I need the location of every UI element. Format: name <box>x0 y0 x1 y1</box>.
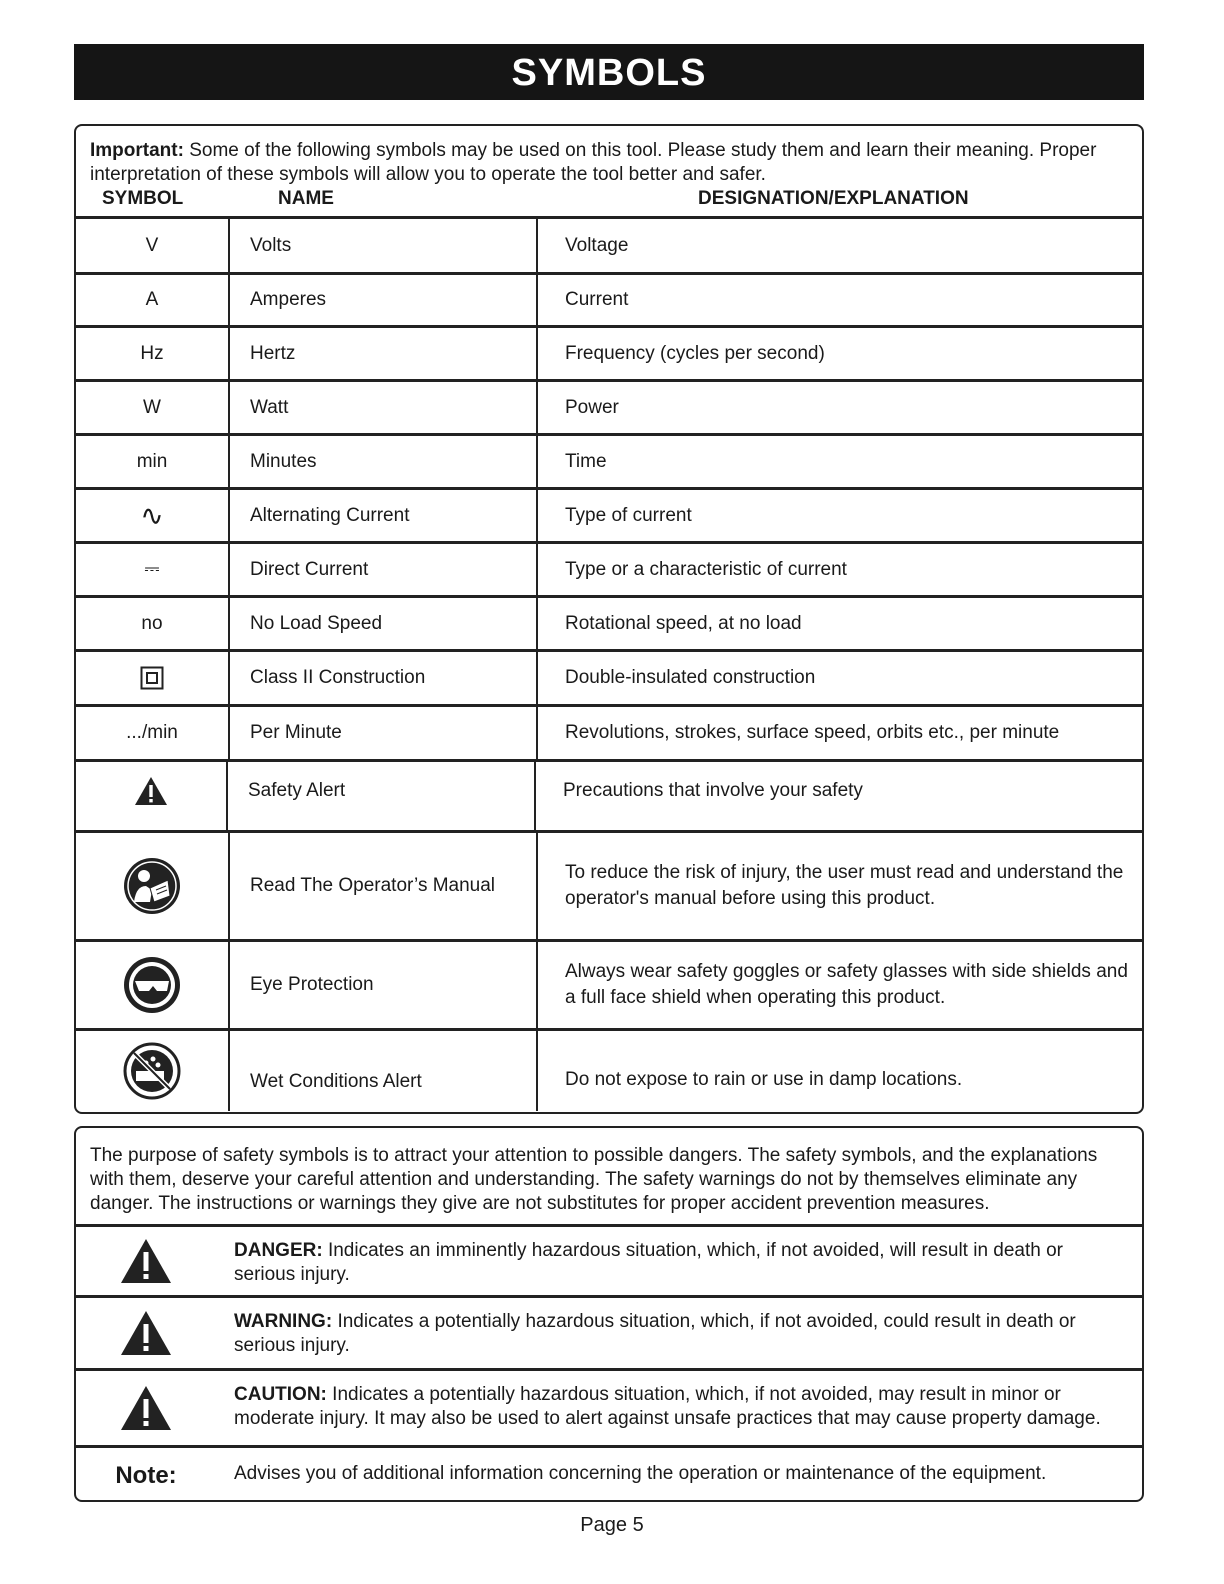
header-designation: DESIGNATION/EXPLANATION <box>698 188 969 209</box>
page-number: Page 5 <box>580 1514 644 1536</box>
note-label: Note: <box>115 1461 177 1489</box>
read-manual-icon <box>122 856 182 916</box>
header-symbol: SYMBOL <box>102 188 184 209</box>
danger-body: Indicates an imminently hazardous situation, which, if not avoided, will result in death or serious injury. <box>234 1240 1064 1285</box>
symbol-cell: no <box>76 598 230 649</box>
alternating-current-icon: ∿ <box>76 490 230 541</box>
symbol-cell: A <box>76 275 230 325</box>
class-ii-icon <box>140 666 164 690</box>
explanation-cell: Type or a characteristic of current <box>565 558 847 580</box>
symbols-table <box>76 216 1142 1111</box>
explanation-cell: Rotational speed, at no load <box>565 612 802 634</box>
table-row <box>76 942 1142 1031</box>
symbol-cell: V <box>76 219 230 272</box>
explanation-cell: Frequency (cycles per second) <box>565 342 825 364</box>
name-cell: Amperes <box>230 275 538 325</box>
symbol-cell <box>76 1031 230 1111</box>
table-row <box>76 833 1142 942</box>
danger-alert-icon <box>119 1237 173 1285</box>
eye-protection-icon <box>122 955 182 1015</box>
explanation-cell: To reduce the risk of injury, the user must read and understand the operator's manual before using this product. <box>565 862 1124 909</box>
name-cell: Safety Alert <box>228 762 536 830</box>
table-row <box>76 490 1142 544</box>
table-row <box>76 328 1142 382</box>
caution-row <box>76 1368 1142 1445</box>
note-text: Advises you of additional information concerning the operation or maintenance of the equipment. <box>234 1463 1047 1484</box>
symbol-cell <box>76 833 230 939</box>
name-cell: Eye Protection <box>230 942 538 1028</box>
caution-symbol <box>76 1371 216 1445</box>
symbol-cell: Hz <box>76 328 230 379</box>
explanation-cell: Current <box>565 289 629 310</box>
intro-lead: Important: <box>90 140 184 161</box>
direct-current-icon: ⎓ <box>76 544 230 595</box>
warning-text <box>234 1310 1126 1358</box>
explanation-cell: Double-insulated construction <box>565 667 816 688</box>
symbol-cell <box>76 762 228 830</box>
table-row <box>76 219 1142 275</box>
name-cell: Class II Construction <box>230 652 538 704</box>
page-title: SYMBOLS <box>74 44 1144 100</box>
name-cell: Watt <box>230 382 538 433</box>
danger-row <box>76 1224 1142 1295</box>
explanation-cell: Do not expose to rain or use in damp locations. <box>565 1069 963 1090</box>
name-cell: Alternating Current <box>230 490 538 541</box>
name-cell: Wet Conditions Alert <box>230 1031 538 1111</box>
caution-label: CAUTION: <box>234 1384 327 1405</box>
table-row <box>76 436 1142 490</box>
table-row <box>76 275 1142 328</box>
caution-body: Indicates a potentially hazardous situation, which, if not avoided, may result in minor or moderate injury. It may also be used to alert against unsafe practices that may cause property damage. <box>234 1384 1101 1429</box>
symbol-cell <box>76 652 230 704</box>
name-cell: Direct Current <box>230 544 538 595</box>
name-cell: Volts <box>230 219 538 272</box>
warning-alert-icon <box>119 1309 173 1357</box>
wet-conditions-icon <box>122 1041 182 1101</box>
warning-symbol <box>76 1298 216 1368</box>
symbol-cell: W <box>76 382 230 433</box>
caution-alert-icon <box>119 1384 173 1432</box>
explanation-cell: Precautions that involve your safety <box>563 780 863 801</box>
table-row <box>76 598 1142 652</box>
name-cell: Hertz <box>230 328 538 379</box>
safety-alert-icon <box>134 776 168 806</box>
intro-body: Some of the following symbols may be used on this tool. Please study them and learn their meaning. Proper interpretation of these symbols will allow you to operate the tool better and safer. <box>90 140 1097 185</box>
explanation-cell: Power <box>565 396 619 418</box>
note-row <box>76 1445 1142 1502</box>
symbol-cell <box>76 942 230 1028</box>
name-cell: No Load Speed <box>230 598 538 649</box>
danger-text <box>234 1239 1126 1287</box>
explanation-cell: Voltage <box>565 234 629 256</box>
danger-label: DANGER: <box>234 1240 323 1261</box>
name-cell: Per Minute <box>230 707 538 759</box>
table-row <box>76 544 1142 598</box>
explanation-cell: Time <box>565 450 607 472</box>
table-row <box>76 652 1142 707</box>
note-label-cell <box>76 1448 216 1502</box>
purpose-text: The purpose of safety symbols is to attract your attention to possible dangers. The safety symbols, and the explanations with them, deserve your careful attention and understanding. The safety warnings do not by themselves eliminate any danger. The instructions or warnings they give are not substitutes for proper accident prevention measures. <box>90 1145 1098 1214</box>
warning-body: Indicates a potentially hazardous situation, which, if not avoided, could result in death or serious injury. <box>234 1311 1076 1356</box>
table-row <box>76 1031 1142 1111</box>
name-cell: Read The Operator’s Manual <box>230 833 538 939</box>
warning-row <box>76 1295 1142 1368</box>
table-row <box>76 762 1142 833</box>
explanation-cell: Always wear safety goggles or safety glasses with side shields and a full face shield when operating this product. <box>565 961 1128 1008</box>
danger-symbol <box>76 1227 216 1295</box>
symbol-cell: .../min <box>76 707 230 759</box>
explanation-cell: Type of current <box>565 504 692 526</box>
explanation-cell: Revolutions, strokes, surface speed, orbits etc., per minute <box>565 722 1060 743</box>
symbols-table-box <box>74 124 1144 1114</box>
table-row <box>76 382 1142 436</box>
intro-text <box>90 139 1136 187</box>
name-cell: Minutes <box>230 436 538 487</box>
header-name: NAME <box>278 188 334 209</box>
warning-label: WARNING: <box>234 1311 333 1332</box>
symbol-cell: min <box>76 436 230 487</box>
safety-signals-box <box>74 1126 1144 1502</box>
table-row <box>76 707 1142 762</box>
caution-text <box>234 1383 1126 1431</box>
